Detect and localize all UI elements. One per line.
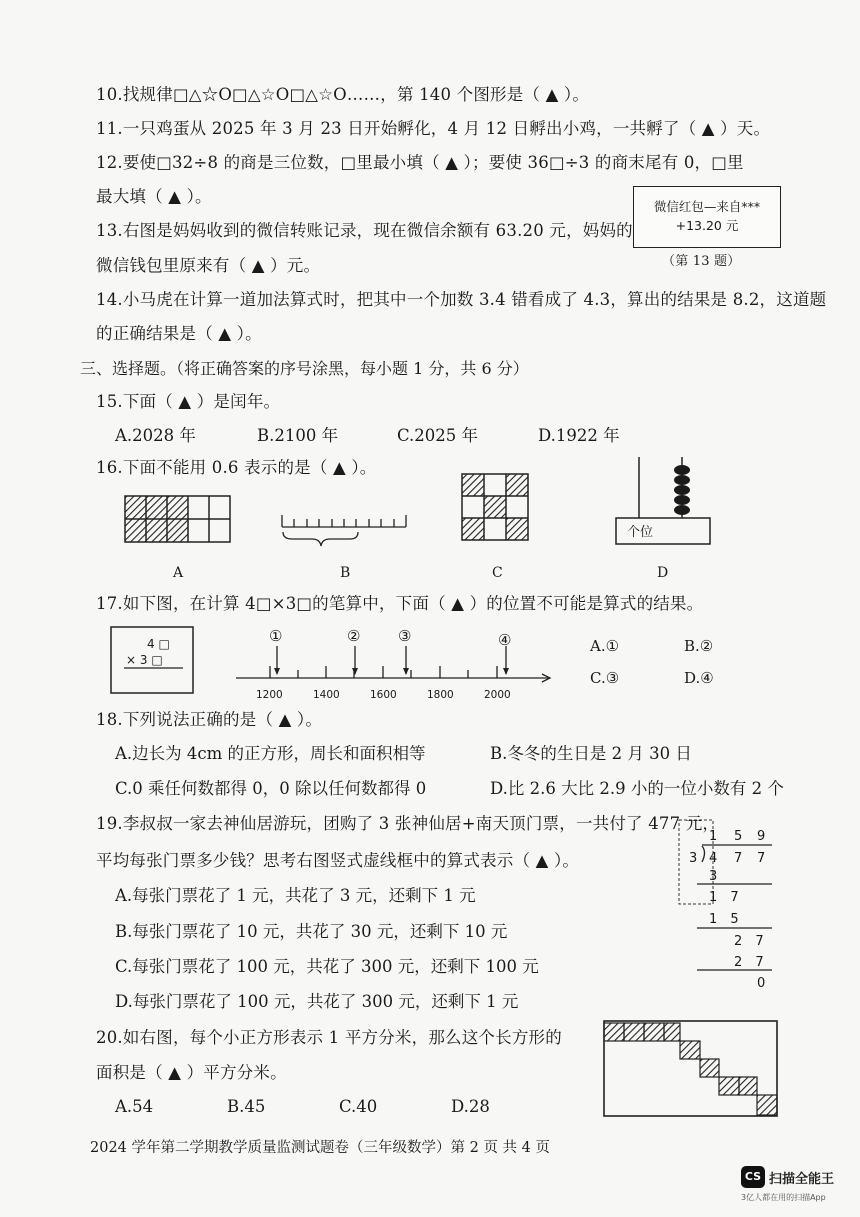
- q19-option-c: C.每张门票花了 100 元，共花了 300 元，还剩下 100 元: [115, 957, 539, 976]
- q19-step-2: 1 7: [709, 890, 739, 905]
- q17-tick-1400: 1400: [313, 689, 340, 701]
- q19-quotient-1: 1: [709, 829, 718, 844]
- q17-option-b: B.②: [684, 637, 714, 655]
- abacus-place-label: 个位: [627, 525, 654, 540]
- q19-quotient-3: 9: [757, 829, 766, 844]
- q19-step-5: 2 7: [734, 955, 764, 970]
- q13-caption: （第 13 题）: [662, 254, 741, 269]
- question-11: 11.一只鸡蛋从 2025 年 3 月 23 日开始孵化，4 月 12 日孵出小鸡，一共孵了（ ▲ ）天。: [96, 119, 771, 138]
- scanner-watermark: [741, 1166, 851, 1206]
- q20-option-d: D.28: [451, 1097, 490, 1116]
- q16-label-b: B: [340, 565, 351, 581]
- q18-option-d: D.比 2.6 大比 2.9 小的一位小数有 2 个: [490, 779, 784, 798]
- q17-option-c: C.③: [590, 669, 620, 687]
- q19-option-b: B.每张门票花了 10 元，共花了 30 元，还剩下 10 元: [115, 922, 508, 941]
- q18-option-b: B.冬冬的生日是 2 月 30 日: [490, 744, 692, 763]
- q17-option-d: D.④: [684, 669, 714, 687]
- q16-label-a: A: [173, 565, 184, 581]
- q19-dividend-1: 4: [709, 851, 718, 866]
- q20-option-a: A.54: [115, 1097, 154, 1116]
- q16-label-d: D: [657, 565, 669, 581]
- q16-figure-b: [282, 515, 406, 546]
- q15-option-a: A.2028 年: [115, 426, 196, 445]
- q19-dividend-2: 7: [734, 851, 743, 866]
- page-footer: 2024 学年第二学期教学质量监测试题卷（三年级数学）第 2 页 共 4 页: [90, 1140, 551, 1156]
- question-14-line1: 14.小马虎在计算一道加法算式时，把其中一个加数 3.4 错看成了 4.3，算出的结果是 8.2，这道题: [96, 290, 827, 309]
- q19-step-3: 1 5: [709, 912, 739, 927]
- q17-mark-1: ①: [269, 627, 283, 645]
- question-20-line1: 20.如右图，每个小正方形表示 1 平方分米，那么这个长方形的: [96, 1028, 562, 1047]
- scanner-logo-icon: CS: [741, 1166, 765, 1188]
- q16-label-c: C: [492, 565, 503, 581]
- question-19-line2: 平均每张门票多少钱？思考右图竖式虚线框中的算式表示（ ▲ ）。: [96, 851, 580, 870]
- q17-vertical-row2: × 3 □: [126, 653, 163, 667]
- question-17: 17.如下图，在计算 4□×3□的笔算中，下面（ ▲ ）的位置不可能是算式的结果。: [96, 594, 704, 613]
- q19-option-d: D.每张门票花了 100 元，共花了 300 元，还剩下 1 元: [115, 992, 519, 1011]
- q16-figure-c: [462, 474, 528, 540]
- question-15: 15.下面（ ▲ ）是闰年。: [96, 392, 281, 411]
- q15-option-c: C.2025 年: [397, 426, 479, 445]
- q17-tick-1800: 1800: [427, 689, 454, 701]
- q17-number-line: [236, 646, 550, 682]
- question-18: 18.下列说法正确的是（ ▲ ）。: [96, 710, 323, 729]
- q20-rectangle: [604, 1021, 777, 1116]
- scanner-app-name: 扫描全能王: [769, 1172, 835, 1187]
- q19-dividend-3: 7: [757, 851, 766, 866]
- q19-divisor: 3: [689, 851, 698, 866]
- q17-arrowheads: [274, 668, 509, 675]
- question-13-line1: 13.右图是妈妈收到的微信转账记录，现在微信余额有 63.20 元，妈妈的: [96, 221, 633, 240]
- q17-option-a: A.①: [590, 637, 620, 655]
- wechat-transfer-amount: +13.20 元: [675, 218, 739, 233]
- q17-tick-1600: 1600: [370, 689, 397, 701]
- q18-option-a: A.边长为 4cm 的正方形，周长和面积相等: [115, 744, 426, 763]
- wechat-transfer-sender: 微信红包—来自***: [653, 199, 761, 214]
- question-19-line1: 19.李叔叔一家去神仙居游玩，团购了 3 张神仙居+南天顶门票，一共付了 477 元，: [96, 814, 720, 833]
- question-12-line2: 最大填（ ▲ ）。: [96, 187, 212, 206]
- question-16: 16.下面不能用 0.6 表示的是（ ▲ ）。: [96, 458, 377, 477]
- q19-step-1: 3: [709, 869, 718, 884]
- q19-quotient-2: 5: [734, 829, 743, 844]
- q20-option-c: C.40: [339, 1097, 378, 1116]
- q16-figure-a: [125, 496, 230, 542]
- question-13-line2: 微信钱包里原来有（ ▲ ）元。: [96, 256, 321, 275]
- scanner-tagline: 3亿人都在用的扫描App: [741, 1193, 826, 1202]
- q17-mark-3: ③: [398, 627, 412, 645]
- q17-vertical-row1: 4 □: [147, 637, 170, 651]
- q18-option-c: C.0 乘任何数都得 0，0 除以任何数都得 0: [115, 779, 427, 798]
- q15-option-b: B.2100 年: [257, 426, 339, 445]
- q19-step-6: 0: [757, 976, 766, 991]
- question-20-line2: 面积是（ ▲ ）平方分米。: [96, 1063, 287, 1082]
- q17-tick-2000: 2000: [484, 689, 511, 701]
- question-10: 10.找规律□△☆O□△☆O□△☆O……，第 140 个图形是（ ▲ ）。: [96, 85, 590, 104]
- question-12-line1: 12.要使□32÷8 的商是三位数，□里最小填（ ▲ ）；要使 36□÷3 的商末尾有 0，□里: [96, 153, 744, 172]
- q17-tick-1200: 1200: [256, 689, 283, 701]
- q15-option-d: D.1922 年: [538, 426, 620, 445]
- q20-option-b: B.45: [227, 1097, 266, 1116]
- q17-mark-4: ④: [498, 631, 512, 649]
- section-heading: 三、选择题。（将正确答案的序号涂黑，每小题 1 分，共 6 分）: [80, 359, 529, 378]
- q19-option-a: A.每张门票花了 1 元，共花了 3 元，还剩下 1 元: [115, 886, 476, 905]
- question-14-line2: 的正确结果是（ ▲ ）。: [96, 324, 262, 343]
- q17-mark-2: ②: [347, 627, 361, 645]
- q19-step-4: 2 7: [734, 934, 764, 949]
